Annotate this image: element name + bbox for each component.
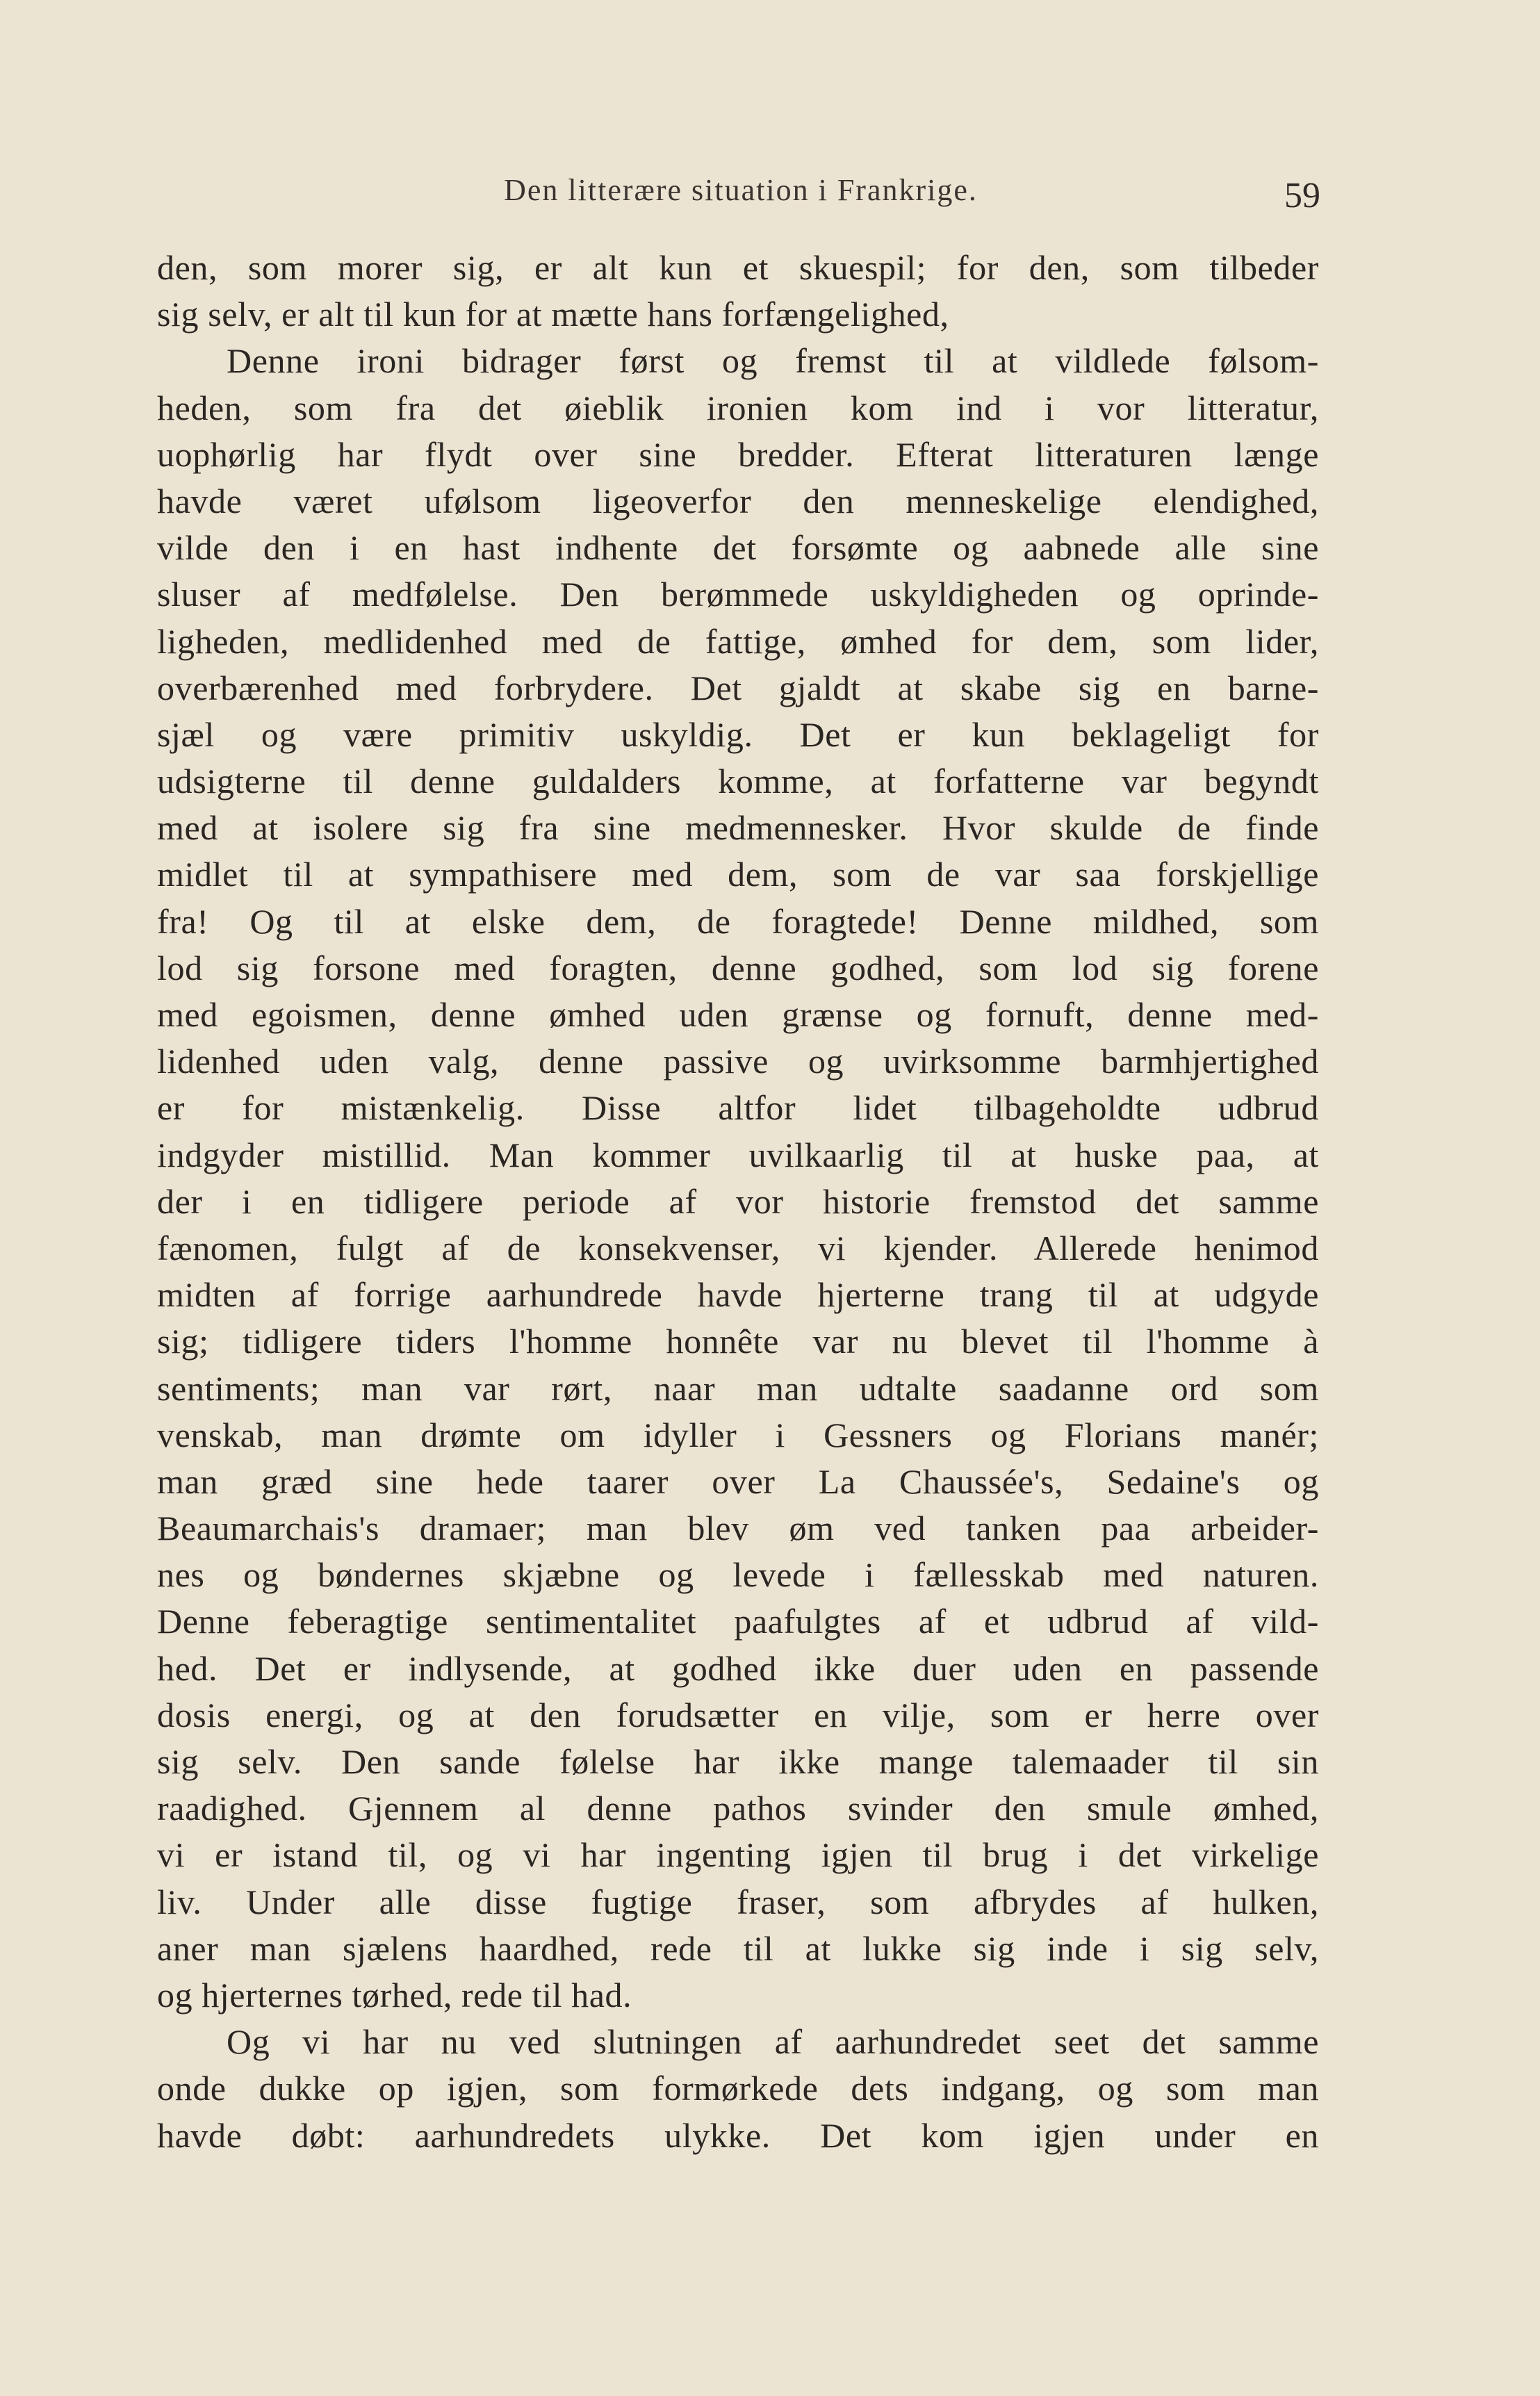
text-line: Og vi har nu ved slutningen af aarhundredet seet det samme — [227, 2022, 1319, 2062]
text-line: havde været ufølsom ligeoverfor den menneskelige elendighed, — [157, 481, 1319, 520]
text-line: sluser af medfølelse. Den berømmede uskyldigheden og oprinde- — [157, 575, 1319, 614]
text-line: vilde den i en hast indhente det forsømte og aabnede alle sine — [157, 528, 1319, 568]
text-line: dosis energi, og at den forudsætter en vilje, som er herre over — [157, 1695, 1319, 1734]
text-line: havde døbt: aarhundredets ulykke. Det kom igjen under en — [157, 2115, 1319, 2155]
text-line: sig selv, er alt til kun for at mætte hans forfængelighed, — [157, 295, 949, 334]
text-line: heden, som fra det øieblik ironien kom ind i vor litteratur, — [157, 388, 1319, 427]
text-line: der i en tidligere periode af vor historie fremstod det samme — [157, 1181, 1319, 1221]
body-text — [157, 245, 1319, 2159]
text-line: indgyder mistillid. Man kommer uvilkaarlig til at huske paa, at — [157, 1135, 1319, 1174]
text-line: raadighed. Gjennem al denne pathos svinder den smule ømhed, — [157, 1789, 1319, 1828]
text-line: lidenhed uden valg, denne passive og uvirksomme barmhjertighed — [157, 1042, 1319, 1081]
text-line: aner man sjælens haardhed, rede til at lukke sig inde i sig selv, — [157, 1928, 1319, 1968]
text-line: vi er istand til, og vi har ingenting igjen til brug i det virkelige — [157, 1835, 1319, 1875]
text-line: overbærenhed med forbrydere. Det gjaldt at skabe sig en barne- — [157, 668, 1319, 707]
text-line: sig selv. Den sande følelse har ikke mange talemaader til sin — [157, 1742, 1319, 1781]
text-line: med egoismen, denne ømhed uden grænse og fornuft, denne med- — [157, 995, 1319, 1034]
text-line: Beaumarchais's dramaer; man blev øm ved tanken paa arbeider- — [157, 1509, 1319, 1548]
text-line: nes og bøndernes skjæbne og levede i fællesskab med naturen. — [157, 1555, 1319, 1595]
page-number: 59 — [1284, 176, 1320, 215]
text-line: ligheden, medlidenhed med de fattige, ømhed for dem, som lider, — [157, 621, 1319, 661]
text-line: lod sig forsone med foragten, denne godhed, som lod sig forene — [157, 948, 1319, 987]
text-line: den, som morer sig, er alt kun et skuespil; for den, som tilbeder — [157, 248, 1319, 287]
text-line: liv. Under alle disse fugtige fraser, som afbrydes af hulken, — [157, 1882, 1319, 1921]
text-line: udsigterne til denne guldalders komme, at forfatterne var begyndt — [157, 762, 1319, 801]
text-line: sjæl og være primitiv uskyldig. Det er kun beklageligt for — [157, 714, 1319, 754]
text-line: og hjerternes tørhed, rede til had. — [157, 1975, 632, 2015]
text-line: Denne ironi bidrager først og fremst til at vildlede følsom- — [227, 341, 1319, 381]
text-line: sentiments; man var rørt, naar man udtalte saadanne ord som — [157, 1368, 1319, 1408]
text-line: midlet til at sympathisere med dem, som de var saa forskjellige — [157, 855, 1319, 894]
text-line: er for mistænkelig. Disse altfor lidet tilbageholdte udbrud — [157, 1088, 1319, 1128]
text-line: onde dukke op igjen, som formørkede dets indgang, og som man — [157, 2069, 1319, 2108]
text-line: venskab, man drømte om idyller i Gessners og Florians manér; — [157, 1415, 1319, 1454]
text-line: Denne feberagtige sentimentalitet paafulgtes af et udbrud af vild- — [157, 1602, 1319, 1641]
text-line: midten af forrige aarhundrede havde hjerterne trang til at udgyde — [157, 1275, 1319, 1315]
text-line: uophørlig har flydt over sine bredder. Efterat litteraturen længe — [157, 434, 1319, 474]
text-line: fænomen, fulgt af de konsekvenser, vi kjender. Allerede henimod — [157, 1228, 1319, 1267]
text-line: med at isolere sig fra sine medmennesker. Hvor skulde de finde — [157, 808, 1319, 848]
page-header — [157, 168, 1325, 217]
text-line: man græd sine hede taarer over La Chaussée's, Sedaine's og — [157, 1461, 1319, 1501]
text-line: fra! Og til at elske dem, de foragtede! Denne mildhed, som — [157, 901, 1319, 941]
running-title: Den litterære situation i Frankrige. — [504, 173, 978, 207]
text-line: hed. Det er indlysende, at godhed ikke duer uden en passende — [157, 1648, 1319, 1688]
text-line: sig; tidligere tiders l'homme honnête var nu blevet til l'homme à — [157, 1322, 1319, 1361]
